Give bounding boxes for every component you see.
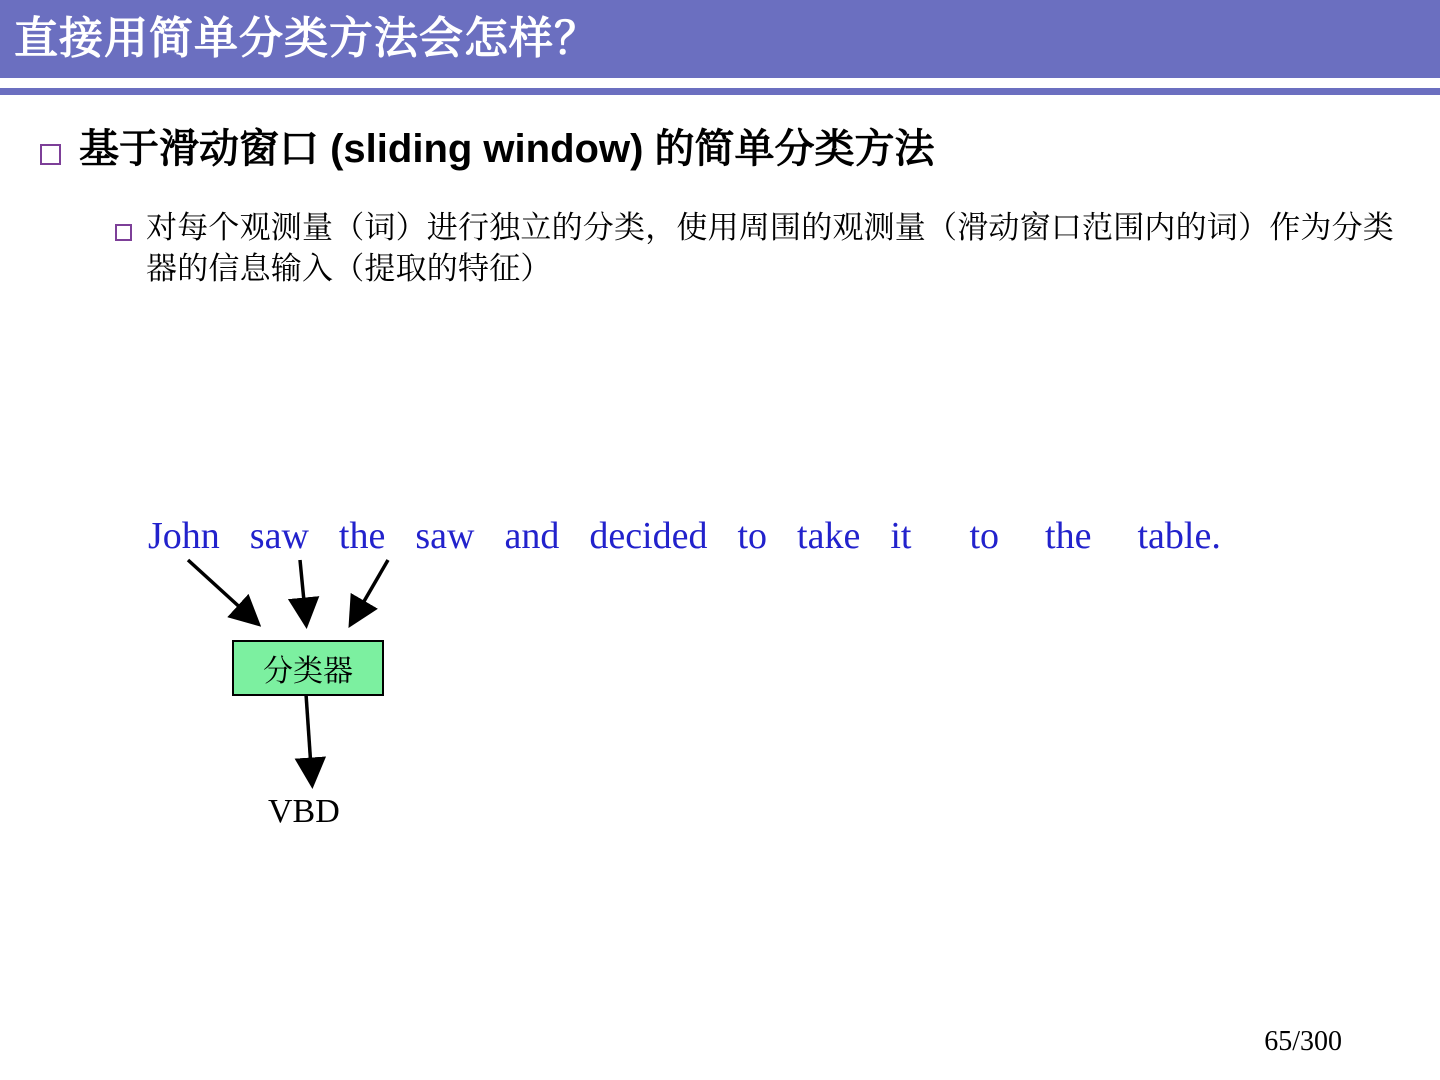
sentence-word: table. xyxy=(1137,515,1221,557)
bullet-level2-label: 对每个观测量（词）进行独立的分类，使用周围的观测量（滑动窗口范围内的词）作为分类器的信息输入（提取的特征） xyxy=(146,210,1394,286)
sentence-word: the xyxy=(338,515,386,557)
sentence-word: decided xyxy=(589,515,708,557)
square-bullet-icon xyxy=(40,144,61,165)
sentence-word: John xyxy=(148,515,220,557)
example-sentence xyxy=(148,514,1368,558)
classifier-box xyxy=(232,640,384,696)
bullet-level1-label: 基于滑动窗口 (sliding window) 的简单分类方法 xyxy=(79,127,935,171)
sentence-word: saw xyxy=(415,515,475,557)
sentence-word: take xyxy=(797,515,861,557)
sentence-word: to xyxy=(737,515,768,557)
classifier-label: 分类器 xyxy=(263,655,353,688)
slide-title-bar xyxy=(0,0,1440,78)
sentence-word: it xyxy=(890,515,912,557)
page-title: 直接用简单分类方法会怎样？ xyxy=(14,14,599,63)
title-divider xyxy=(0,88,1440,95)
sentence-word: to xyxy=(969,515,1000,557)
sentence-word: and xyxy=(504,515,560,557)
square-sub-bullet-icon xyxy=(115,224,132,241)
bullet-level1 xyxy=(40,126,1400,172)
sentence-word: the xyxy=(1045,515,1092,557)
output-tag-label: VBD xyxy=(268,793,340,830)
bullet-level2 xyxy=(115,208,1405,290)
sentence-word: saw xyxy=(249,515,309,557)
page-number: 65/300 xyxy=(1264,1026,1342,1057)
